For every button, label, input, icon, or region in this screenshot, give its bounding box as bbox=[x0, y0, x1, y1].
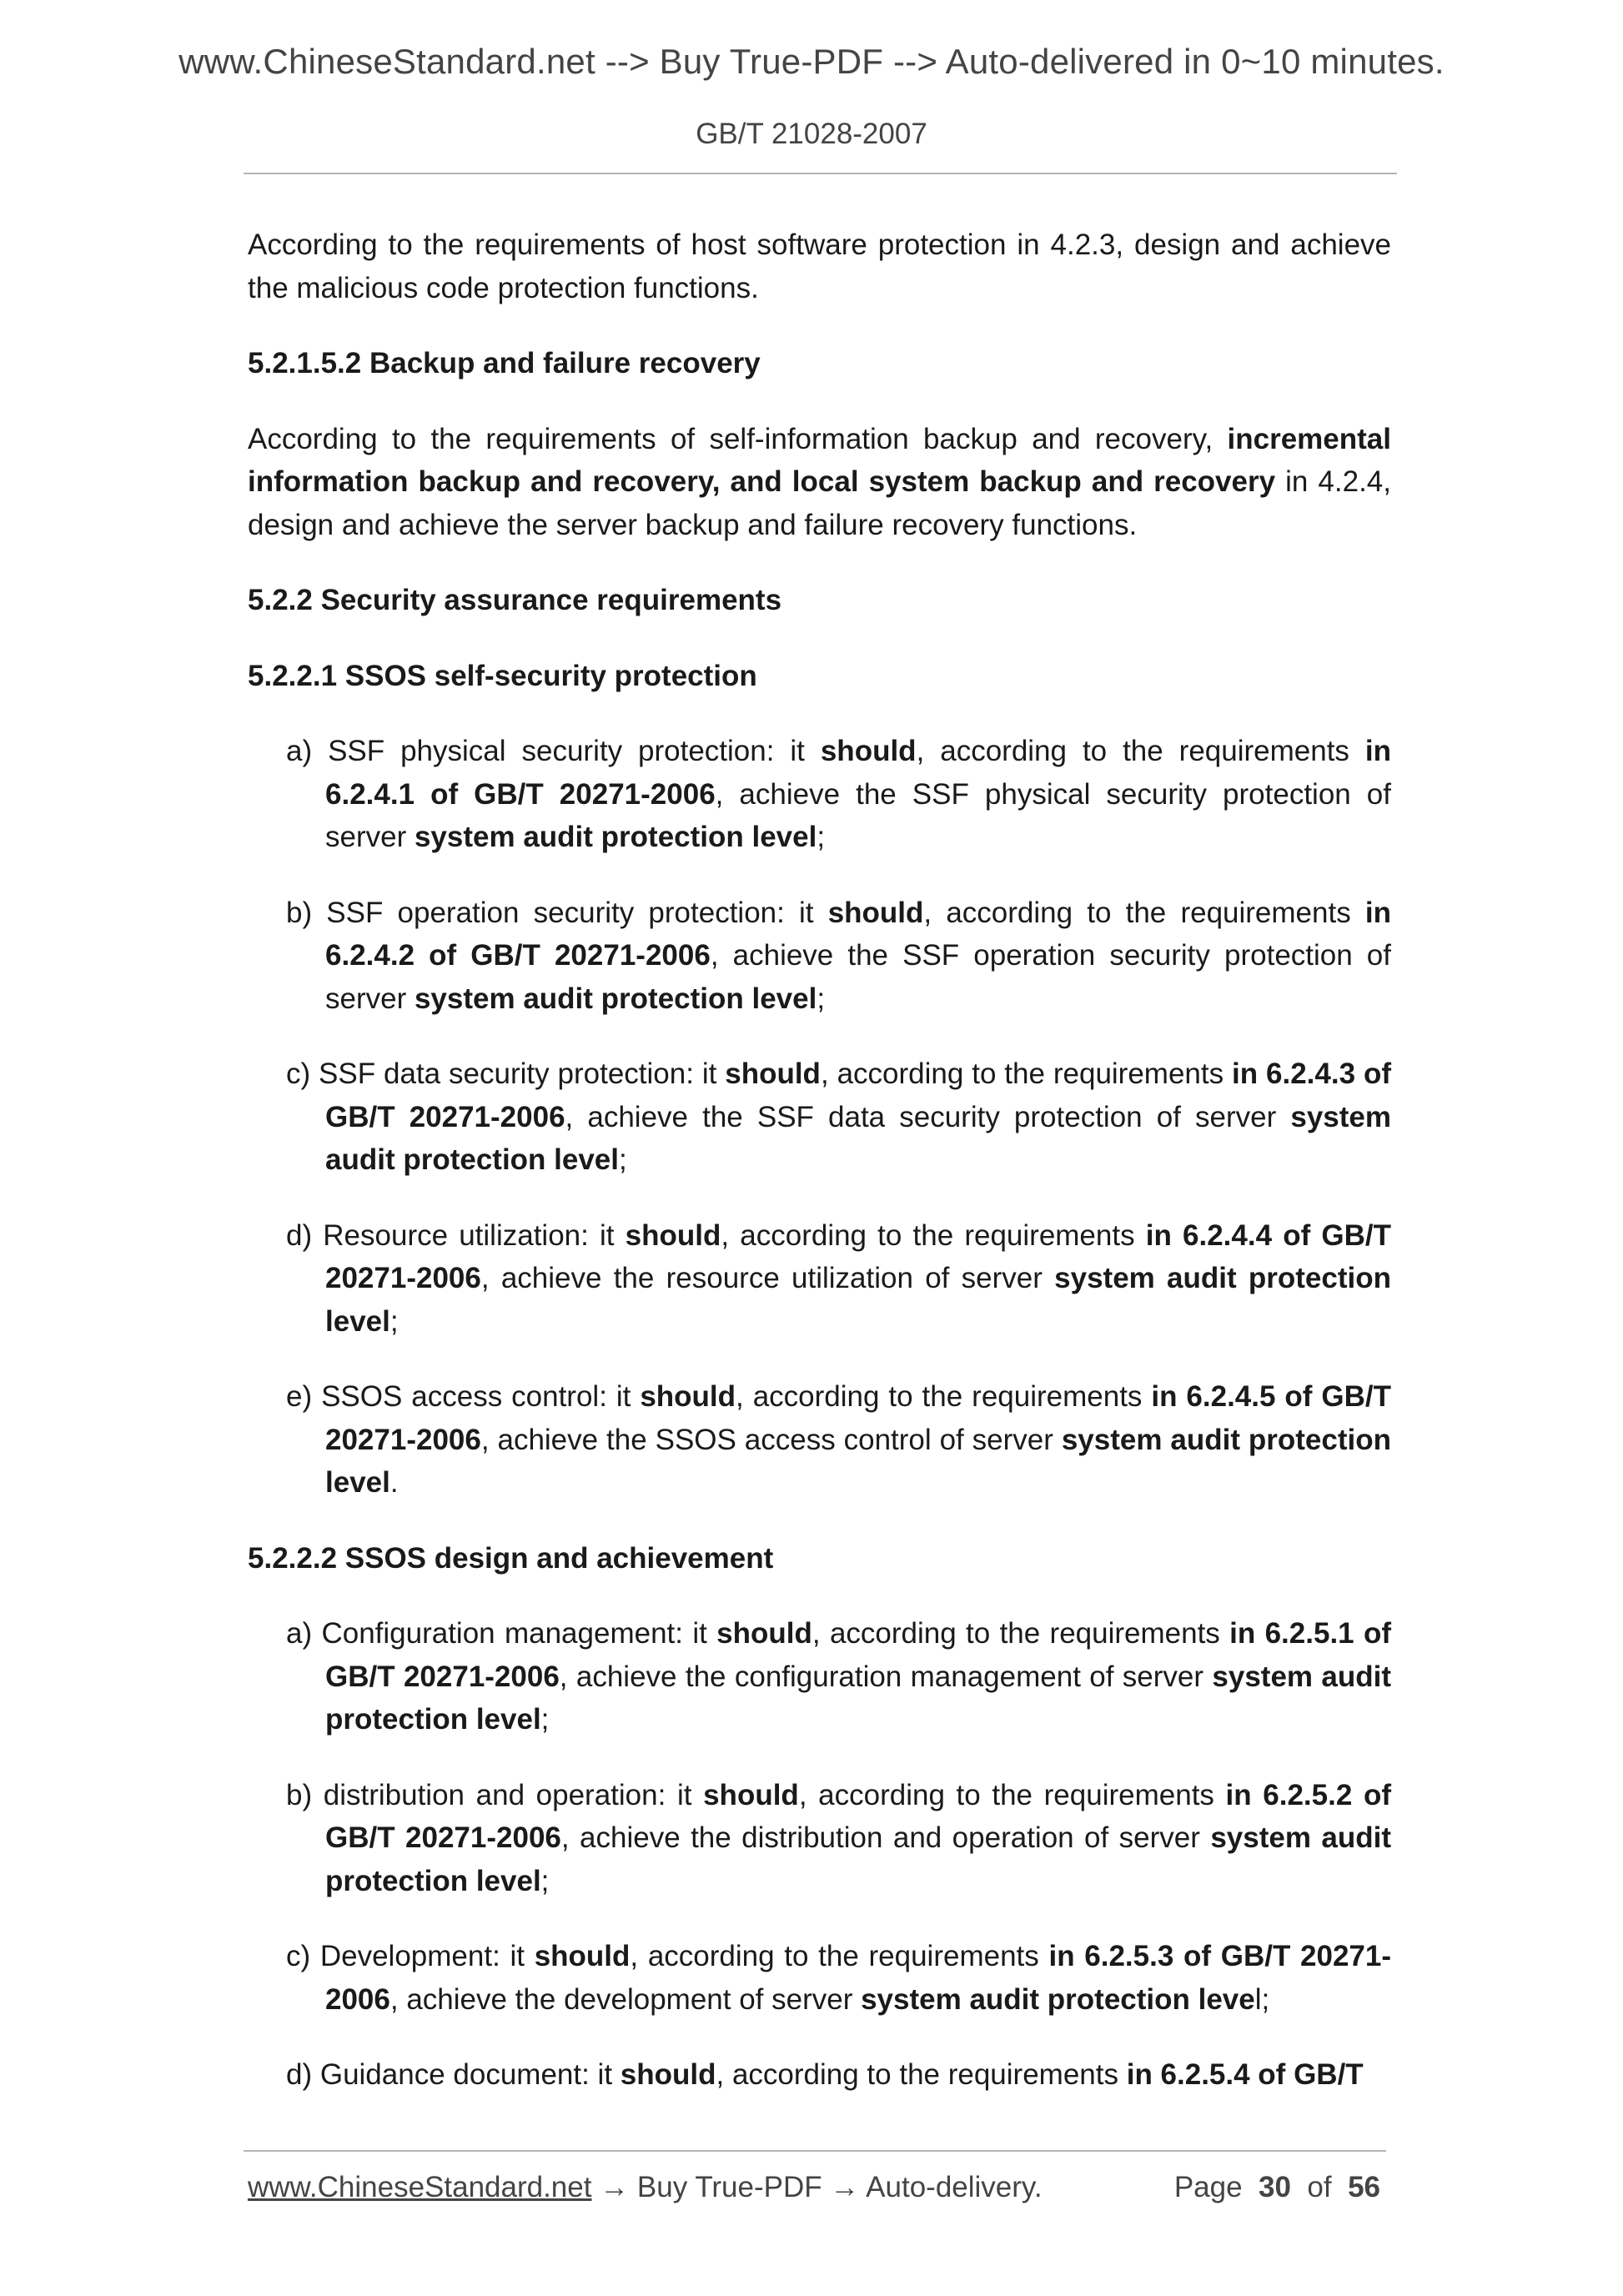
page-footer bbox=[248, 2171, 1380, 2204]
bold-run: system audit protection level bbox=[325, 1821, 1392, 1897]
text-run: d) Guidance document: it bbox=[286, 2058, 621, 2091]
text-run: , according to the requirements bbox=[736, 1380, 1152, 1413]
text-run: ; bbox=[817, 982, 826, 1015]
text-run: , achieve the SSF physical security protection of server bbox=[325, 777, 1391, 853]
text-run: ; bbox=[540, 1703, 550, 1736]
footer-site-link[interactable]: www.ChineseStandard.net bbox=[248, 2171, 592, 2203]
bold-run: system audit protection leve bbox=[861, 1982, 1255, 2016]
bold-run: in 6.2.4.3 of GB/T 20271-2006 bbox=[325, 1058, 1391, 1133]
page-number: 30 bbox=[1259, 2171, 1291, 2203]
bold-run: should bbox=[625, 1218, 721, 1252]
text-run: e) SSOS access control: it bbox=[286, 1380, 641, 1413]
text-run: , achieve the configuration management of server bbox=[559, 1660, 1213, 1693]
intro-paragraph: According to the requirements of host software protection in 4.2.3, design and achieve the malicious code protection functions. bbox=[248, 229, 1391, 304]
page-indicator bbox=[1174, 2171, 1380, 2204]
text-run: ; bbox=[817, 821, 826, 853]
footer-divider bbox=[244, 2150, 1386, 2152]
bold-run: should bbox=[534, 1940, 631, 1972]
bold-run: system audit protection level bbox=[325, 1262, 1391, 1338]
text-run: According to the requirements of self-information backup and recovery, bbox=[248, 422, 1228, 455]
heading-5-2-2-1: 5.2.2.1 SSOS self-security protection bbox=[248, 659, 757, 692]
text-run: , according to the requirements bbox=[923, 896, 1365, 929]
heading-5-2-2-2: 5.2.2.2 SSOS design and achievement bbox=[248, 1541, 774, 1575]
site-banner: www.ChineseStandard.net --> Buy True-PDF --> Auto-delivered in 0~10 minutes. bbox=[178, 42, 1445, 81]
bold-run: in 6.2.5.4 of GB/T bbox=[1126, 2058, 1364, 2091]
text-run: , according to the requirements bbox=[820, 1058, 1233, 1090]
text-run: a) Configuration management: it bbox=[286, 1617, 717, 1650]
text-run: l; bbox=[1254, 1982, 1270, 2016]
text-run: b) distribution and operation: it bbox=[286, 1778, 704, 1811]
heading-5-2-2: 5.2.2 Security assurance requirements bbox=[248, 584, 782, 616]
text-run: d) Resource utilization: it bbox=[286, 1218, 626, 1252]
bold-run: system audit protection level bbox=[325, 1660, 1391, 1736]
text-run: c) SSF data security protection: it bbox=[286, 1058, 726, 1090]
list-item-1e bbox=[248, 1375, 1391, 1505]
text-run: , achieve the SSF operation security protection of server bbox=[325, 939, 1391, 1015]
list-item-1d bbox=[248, 1214, 1391, 1344]
backup-paragraph bbox=[248, 418, 1391, 547]
text-run: , achieve the SSOS access control of server bbox=[480, 1423, 1062, 1456]
bold-run: system audit protection level bbox=[414, 821, 817, 853]
list-item-2c bbox=[248, 1935, 1391, 2021]
bold-run: system audit protection level bbox=[325, 1423, 1391, 1499]
document-code: GB/T 21028-2007 bbox=[696, 118, 927, 150]
bold-run: should bbox=[820, 735, 917, 767]
list-item-1c bbox=[248, 1053, 1391, 1182]
text-run: , according to the requirements bbox=[798, 1778, 1226, 1811]
text-run: . bbox=[389, 1466, 399, 1499]
text-run: c) Development: it bbox=[286, 1940, 535, 1972]
footer-tagline: → Buy True-PDF → Auto-delivery. bbox=[591, 2171, 1043, 2203]
bold-run: should bbox=[620, 2058, 716, 2091]
list-item-1a bbox=[248, 730, 1391, 859]
bold-run: incremental information backup and recovery, and local system backup and recovery bbox=[248, 422, 1391, 498]
heading-5-2-1-5-2: 5.2.1.5.2 Backup and failure recovery bbox=[248, 347, 761, 379]
bold-run: in 6.2.5.2 of GB/T 20271-2006 bbox=[325, 1778, 1391, 1854]
text-run: , achieve the distribution and operation of server bbox=[560, 1821, 1211, 1854]
text-run: , according to the requirements bbox=[630, 1940, 1049, 1972]
bold-run: should bbox=[703, 1778, 799, 1811]
bold-run: should bbox=[716, 1617, 812, 1650]
bold-run: should bbox=[640, 1380, 736, 1413]
header-divider bbox=[244, 173, 1397, 174]
bold-run: in 6.2.4.2 of GB/T 20271-2006 bbox=[325, 896, 1391, 972]
bold-run: system audit protection level bbox=[325, 1100, 1391, 1176]
bold-run: in 6.2.4.1 of GB/T 20271-2006 bbox=[325, 735, 1391, 811]
list-item-2b bbox=[248, 1774, 1391, 1903]
text-run: , achieve the resource utilization of server bbox=[480, 1262, 1055, 1294]
bold-run: in 6.2.5.1 of GB/T 20271-2006 bbox=[325, 1617, 1391, 1693]
bold-run: should bbox=[827, 896, 924, 929]
page-total: 56 bbox=[1348, 2171, 1380, 2203]
page-label: Page bbox=[1173, 2171, 1243, 2203]
bold-run: in 6.2.4.5 of GB/T 20271-2006 bbox=[325, 1380, 1391, 1456]
text-run: , according to the requirements bbox=[812, 1617, 1230, 1650]
page-body bbox=[248, 224, 1391, 2097]
bold-run: in 6.2.4.4 of GB/T 20271-2006 bbox=[325, 1218, 1391, 1294]
list-item-2d bbox=[248, 2053, 1391, 2097]
text-run: , according to the requirements bbox=[716, 2058, 1127, 2091]
text-run: b) SSF operation security protection: it bbox=[286, 896, 828, 929]
list-item-1b bbox=[248, 892, 1391, 1021]
text-run: , achieve the development of server bbox=[389, 1982, 862, 2016]
list-item-2a bbox=[248, 1612, 1391, 1741]
text-run: ; bbox=[619, 1143, 627, 1176]
text-run: in 4.2.4, design and achieve the server backup and failure recovery functions. bbox=[248, 465, 1391, 541]
text-run: , achieve the SSF data security protection of server bbox=[565, 1100, 1291, 1133]
text-run: a) SSF physical security protection: it bbox=[286, 735, 821, 767]
text-run: , according to the requirements bbox=[721, 1218, 1146, 1252]
text-run: , according to the requirements bbox=[916, 735, 1365, 767]
text-run: ; bbox=[540, 1864, 550, 1897]
bold-run: in 6.2.5.3 of GB/T 20271-2006 bbox=[325, 1940, 1391, 2016]
bold-run: system audit protection level bbox=[414, 982, 817, 1015]
text-run: ; bbox=[389, 1304, 399, 1338]
bold-run: should bbox=[725, 1058, 821, 1090]
page-of-label: of bbox=[1307, 2171, 1332, 2203]
